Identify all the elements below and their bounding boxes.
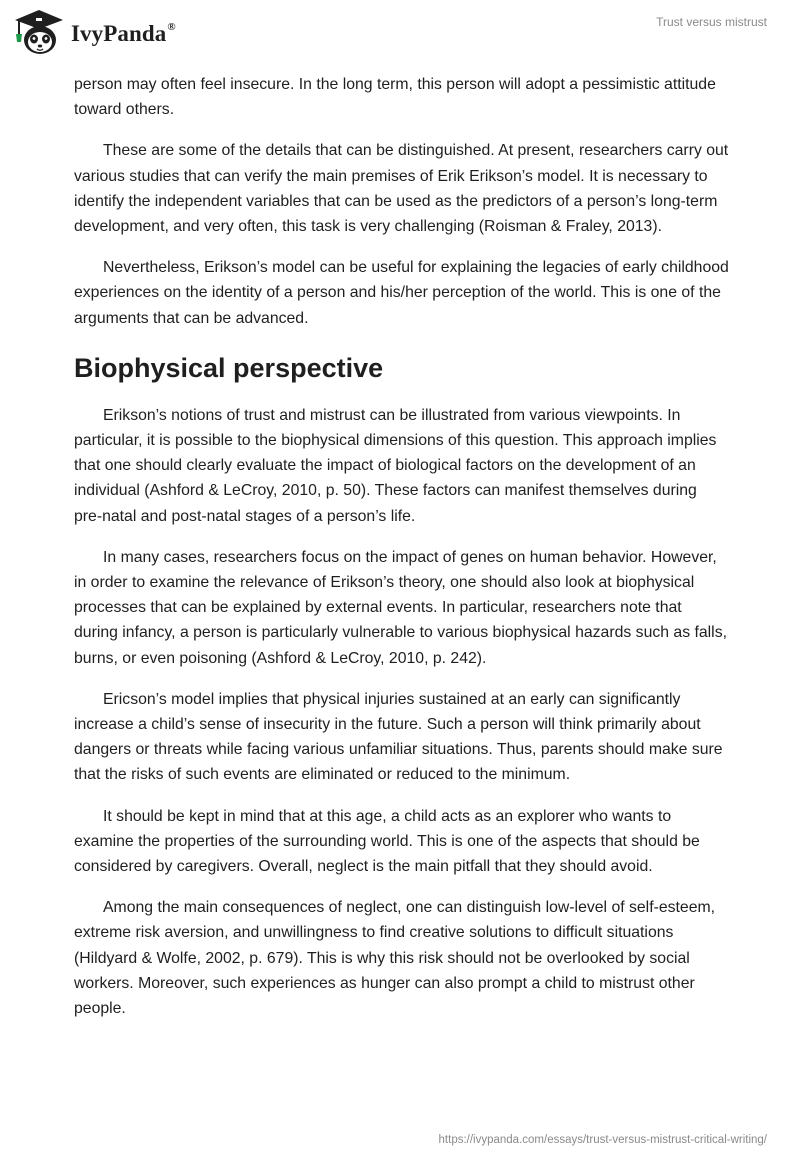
panda-graduate-icon — [13, 8, 65, 58]
logo-name: IvyPanda — [71, 21, 167, 46]
paragraph: Ericson’s model implies that physical injuries sustained at an early can significantly increase a child’s sense of insecurity in the future. Such a person will think primarily about dangers or threats while facing various unfamiliar situations. Thus, parents should make sure that the risks of such events are eliminated or reduced to the minimum. — [74, 690, 723, 784]
document-title: Trust versus mistrust — [656, 15, 767, 29]
essay-body — [74, 72, 729, 1037]
paragraph: person may often feel insecure. In the long term, this person will adopt a pessimistic attitude toward others. — [74, 76, 716, 119]
page-header — [0, 0, 800, 66]
paragraph: Nevertheless, Erikson’s model can be useful for explaining the legacies of early childhood experiences on the identity of a person and his/her perception of the world. This is one of the arguments that can be advanced. — [74, 259, 729, 327]
paragraph: Among the main consequences of neglect, one can distinguish low-level of self-esteem, extreme risk aversion, and unwillingness to find creative solutions to difficult situations (Hildyard & Wolfe, 2002, p. 679). This is why this risk should not be overlooked by social workers. Moreover, such experiences as hunger can also prompt a child to mistrust other people. — [74, 899, 716, 1018]
logo-wordmark — [71, 21, 176, 47]
paragraph: These are some of the details that can be distinguished. At present, researchers carry out various studies that can verify the main premises of Erik Erikson’s model. It is necessary to identify the independent variables that can be used as the predictors of a person’s long-term development, and very often, this task is very challenging (Roisman & Fraley, 2013). — [74, 142, 729, 236]
paragraph: Erikson’s notions of trust and mistrust can be illustrated from various viewpoints. In particular, it is possible to the biophysical dimensions of this question. This approach implies that one should clearly evaluate the impact of biological factors on the development of an individual (Ashford & LeCroy, 2010, p. 50). These factors can manifest themselves during pre-natal and post-natal stages of a person’s life. — [74, 406, 717, 525]
paragraph: It should be kept in mind that at this age, a child acts as an explorer who wants to examine the properties of the surrounding world. This is one of the aspects that should be considered by caregivers. Overall, neglect is the main pitfall that they should avoid. — [74, 807, 700, 876]
ivypanda-logo[interactable] — [13, 8, 176, 58]
paragraph: In many cases, researchers focus on the impact of genes on human behavior. However, in order to examine the relevance of Erikson’s theory, one should also look at biophysical processes that can be explained by external events. In particular, researchers note that during infancy, a person is particularly vulnerable to various biophysical hazards such as falls, burns, or even poisoning (Ashford & LeCroy, 2010, p. 242). — [74, 548, 727, 667]
section-heading: Biophysical perspective — [74, 352, 384, 383]
source-url[interactable]: https://ivypanda.com/essays/trust-versus-mistrust-critical-writing/ — [438, 1134, 767, 1146]
registered-mark: ® — [167, 21, 176, 33]
